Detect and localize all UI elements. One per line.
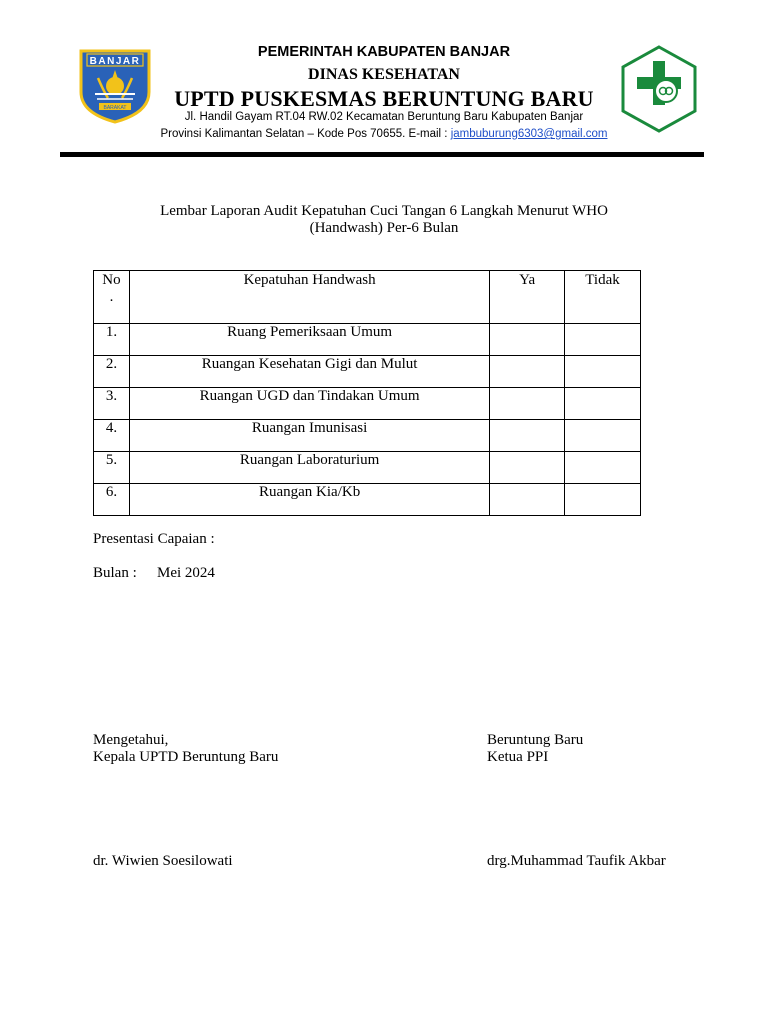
month-label: Bulan : [93,565,137,581]
header-no [94,271,130,324]
month-value: Mei 2024 [157,565,215,581]
head-title: Kepala UPTD Beruntung Baru [93,749,279,765]
table-header-row [94,271,641,324]
government-name: PEMERINTAH KABUPATEN BANJAR [257,44,511,60]
seal-text: BANJAR [89,56,141,67]
row-item: Ruangan Kesehatan Gigi dan Mulut [129,356,489,388]
header-ya: Ya [490,271,565,324]
row-tidak-cell[interactable] [565,452,641,484]
ppi-chair-name: drg.Muhammad Taufik Akbar [487,853,666,869]
row-item: Ruang Pemeriksaan Umum [129,324,489,356]
row-ya-cell[interactable] [490,388,565,420]
row-item: Ruangan Laboraturium [129,452,489,484]
document-title-line-2: (Handwash) Per-6 Bulan [309,220,459,236]
row-ya-cell[interactable] [490,452,565,484]
row-number: 6. [94,484,130,516]
achievement-label: Presentasi Capaian : [93,531,215,547]
header-tidak: Tidak [565,271,641,324]
letterhead-divider [60,152,704,157]
row-ya-cell[interactable] [490,324,565,356]
table-row [94,484,641,516]
signing-place: Beruntung Baru [487,732,584,748]
address-line-1: Jl. Handil Gayam RT.04 RW.02 Kecamatan Beruntung Baru Kabupaten Banjar [184,111,584,123]
header-no-dot: . [109,289,114,305]
row-tidak-cell[interactable] [565,324,641,356]
table-row [94,420,641,452]
department-name: DINAS KESEHATAN [308,66,460,83]
row-item: Ruangan Kia/Kb [129,484,489,516]
head-name: dr. Wiwien Soesilowati [93,853,233,869]
row-number: 3. [94,388,130,420]
row-ya-cell[interactable] [490,484,565,516]
document-title-line-1: Lembar Laporan Audit Kepatuhan Cuci Tangan 6 Langkah Menurut WHO [160,203,608,219]
table-row [94,324,641,356]
ppi-chair-title: Ketua PPI [487,749,549,765]
table-row [94,388,641,420]
acknowledged-label: Mengetahui, [93,732,169,748]
unit-name: UPTD PUSKESMAS BERUNTUNG BARU [174,86,594,111]
row-ya-cell[interactable] [490,356,565,388]
address-line-2 [0,128,768,140]
address-line-2-text: Provinsi Kalimantan Selatan – Kode Pos 70655. E-mail : [160,128,451,140]
row-tidak-cell[interactable] [565,420,641,452]
table-row [94,452,641,484]
row-number: 2. [94,356,130,388]
row-ya-cell[interactable] [490,420,565,452]
row-tidak-cell[interactable] [565,484,641,516]
header-no-text: No [102,272,121,288]
handwash-audit-table [93,270,641,516]
row-number: 4. [94,420,130,452]
row-number: 1. [94,324,130,356]
table-row [94,356,641,388]
email-link[interactable]: jambuburung6303@gmail.com [450,128,608,140]
row-item: Ruangan Imunisasi [129,420,489,452]
header-item: Kepatuhan Handwash [129,271,489,324]
row-tidak-cell[interactable] [565,356,641,388]
row-number: 5. [94,452,130,484]
row-item: Ruangan UGD dan Tindakan Umum [129,388,489,420]
seal-ribbon-text: BARAKAT [103,105,127,111]
row-tidak-cell[interactable] [565,388,641,420]
